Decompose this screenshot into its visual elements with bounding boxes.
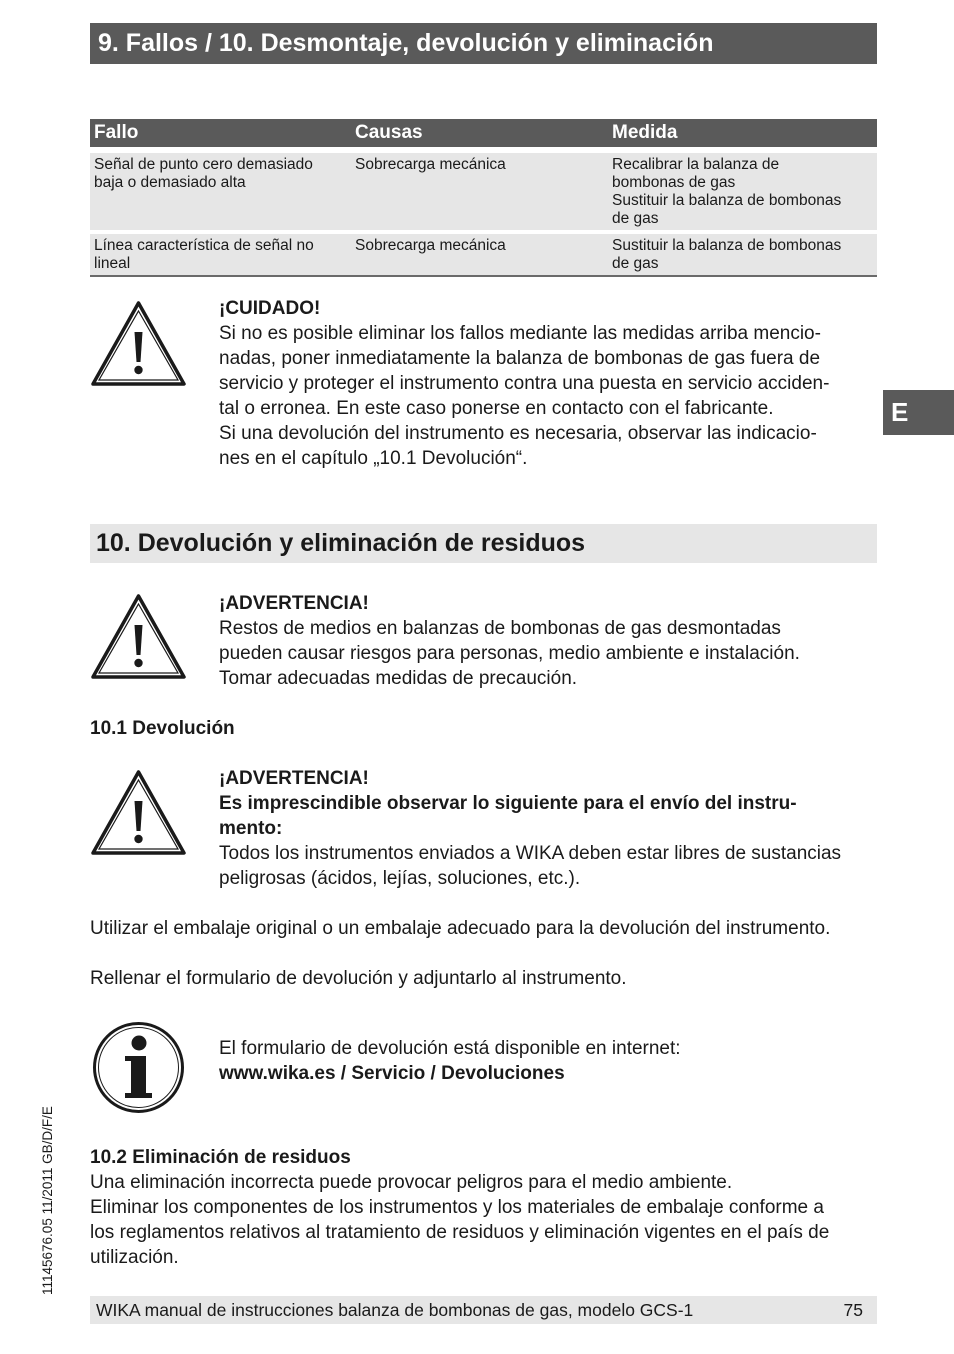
table-row [90, 150, 877, 232]
returns-link[interactable]: www.wika.es / Servicio / Devoluciones [219, 1063, 565, 1084]
warning-triangle-icon [90, 300, 187, 387]
warning-triangle-icon [90, 769, 187, 856]
table-cell-fallo: Señal de punto cero demasiado baja o demasiado alta [90, 150, 351, 232]
caution-heading: ¡CUIDADO! [219, 298, 321, 319]
section-9-title: 9. Fallos / 10. Desmontaje, devolución y eliminación [90, 23, 877, 64]
packaging-paragraph: Utilizar el embalaje original o un embalaje adecuado para la devolución del instrumento. [90, 918, 831, 939]
document-code: 11145676.05 11/2011 GB/D/F/E [40, 1106, 55, 1295]
footer-text: WIKA manual de instrucciones balanza de bombonas de gas, modelo GCS-1 [96, 1300, 694, 1320]
table-row [90, 232, 877, 276]
section-10-title: 10. Devolución y eliminación de residuos [90, 524, 877, 563]
info-text: El formulario de devolución está disponible en internet: www.wika.es / Servicio / Devoluciones [219, 1036, 879, 1086]
page-footer [90, 1296, 877, 1324]
fault-table [90, 119, 877, 277]
caution-text: ¡CUIDADO! Si no es posible eliminar los fallos mediante las medidas arriba mencio- nadas, poner inmediatamente la balanza de bombonas de gas fuera de servicio y proteger el instrumento contra una puesta en servicio acciden- tal o erronea. En este caso ponerse en contacto con el fabricante. Si una devolución del instrumento es necesaria, observar las indicacio- nes en el capítulo „10.1 Devolución“. [219, 296, 879, 471]
table-cell-causas: Sobrecarga mecánica [351, 232, 608, 276]
warning-1-heading: ¡ADVERTENCIA! [219, 593, 369, 614]
table-header-row [90, 119, 877, 150]
warning-2-text: ¡ADVERTENCIA! Es imprescindible observar lo siguiente para el envío del instru- mento: Todos los instrumentos enviados a WIKA deben estar libres de sustancias peligrosas (ácidos, lejías, soluciones, etc.). [219, 766, 879, 891]
warning-triangle-icon [90, 593, 187, 680]
subheading-10-2: 10.2 Eliminación de residuos [90, 1147, 351, 1168]
language-tab-e: E [883, 390, 954, 435]
table-cell-causas: Sobrecarga mecánica [351, 150, 608, 232]
info-icon [91, 1021, 186, 1114]
table-cell-medida: Sustituir la balanza de bombonas de gas [608, 232, 877, 276]
column-header-fallo: Fallo [90, 119, 351, 150]
warning-1-text: ¡ADVERTENCIA! Restos de medios en balanzas de bombonas de gas desmontadas pueden causar riesgos para personas, medio ambiente e instalación. Tomar adecuadas medidas de precaución. [219, 591, 879, 691]
warning-2-heading: ¡ADVERTENCIA! [219, 768, 369, 789]
form-paragraph: Rellenar el formulario de devolución y adjuntarlo al instrumento. [90, 968, 627, 989]
page-number: 75 [843, 1300, 863, 1320]
section-10-2: 10.2 Eliminación de residuos Una eliminación incorrecta puede provocar peligros para el medio ambiente. Eliminar los componentes de los instrumentos y los materiales de embalaje conforme a los reglamentos relativos al tratamiento de residuos y eliminación vigentes en el país de utilización. [90, 1145, 890, 1270]
column-header-medida: Medida [608, 119, 877, 150]
table-cell-fallo: Línea característica de señal no lineal [90, 232, 351, 276]
subheading-10-1: 10.1 Devolución [90, 718, 235, 739]
column-header-causas: Causas [351, 119, 608, 150]
table-cell-medida: Recalibrar la balanza de bombonas de gas Sustituir la balanza de bombonas de gas [608, 150, 877, 232]
